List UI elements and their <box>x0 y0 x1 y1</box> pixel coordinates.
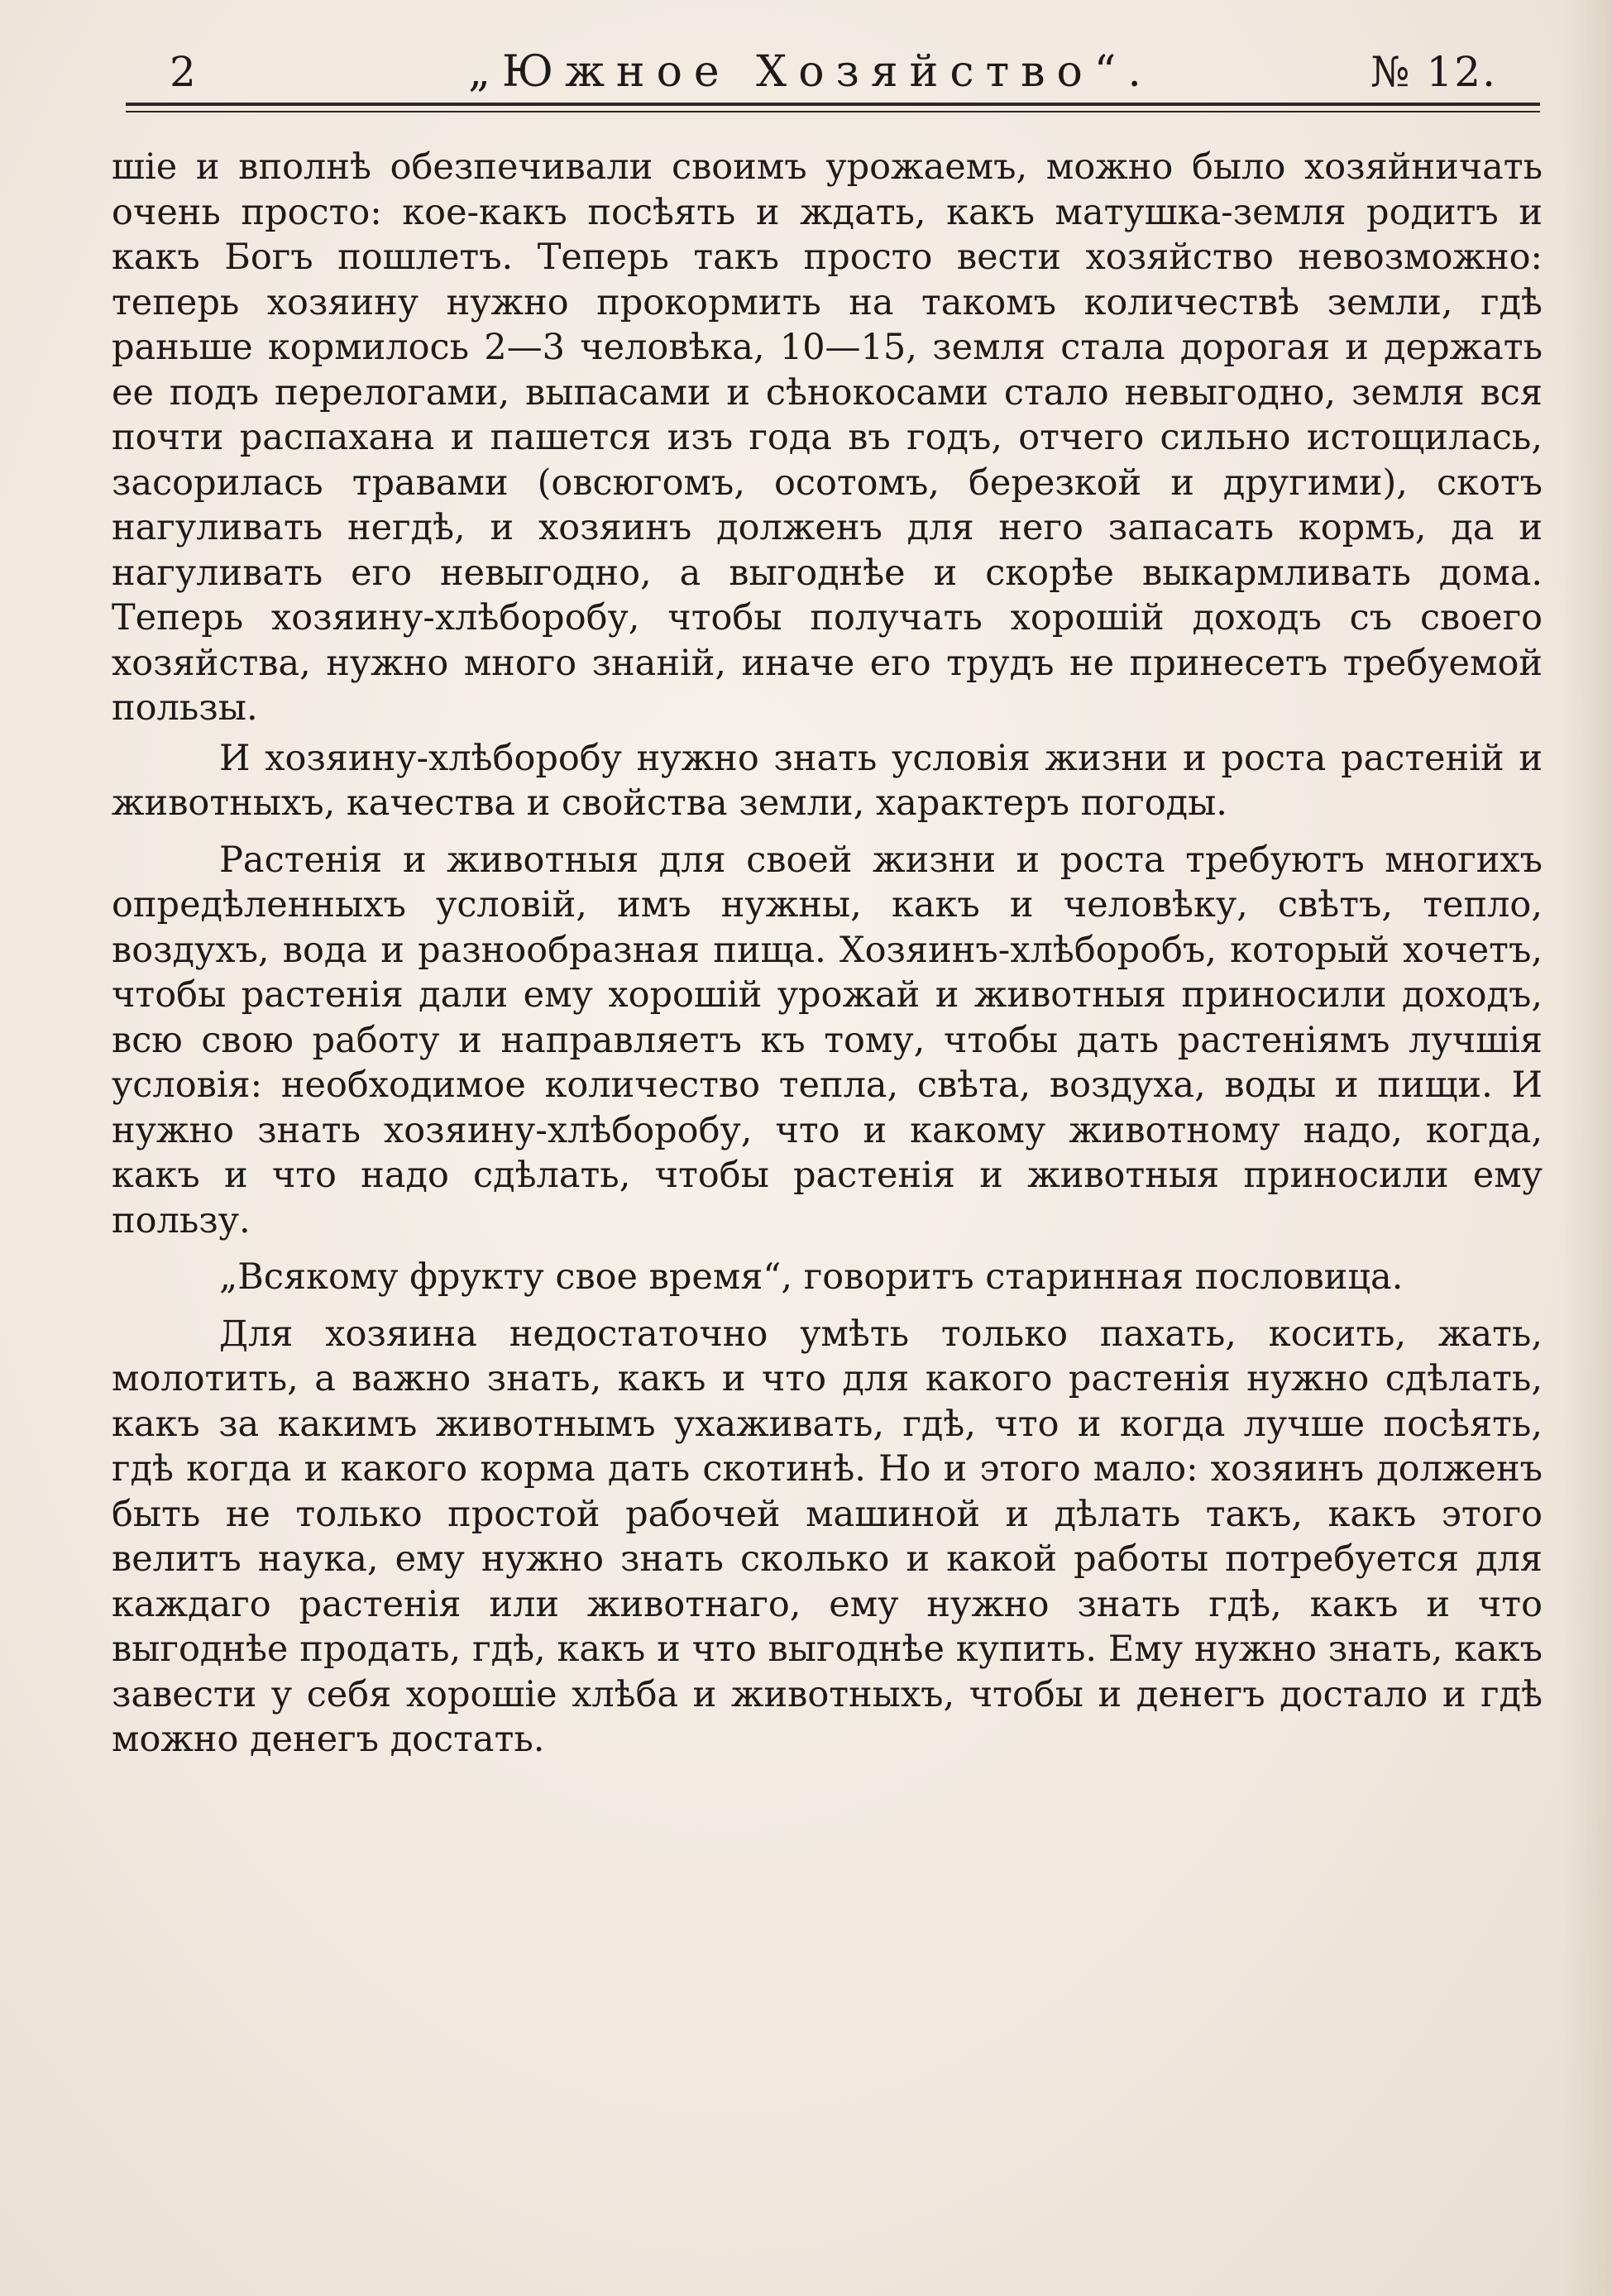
header-rule-thick <box>126 103 1540 106</box>
paragraph-1: шіе и вполнѣ обезпечивали своимъ урожаемъ, можно было хозяйничать очень просто: кое-какъ посѣять и ждать, какъ матушка-земля родитъ и какъ Богъ пошлетъ. Теперь такъ просто вести хозяйство невозможно: теперь хозяину нужно прокормить на такомъ количествѣ земли, гдѣ раньше кормилось 2—3 человѣка, 10—15, земля стала дорогая и держать ее подъ перелогами, выпасами и сѣнокосами стало невыгодно, земля вся почти распахана и пашется изъ года въ годъ, отчего сильно истощилась, засорилась травами (овсюгомъ, осотомъ, березкой и другими), скотъ нагуливать негдѣ, и хозяинъ долженъ для него запасать кормъ, да и нагуливать его невыгодно, а выгоднѣе и скорѣе выкармливать дома. Теперь хозяину-хлѣборобу, чтобы получать хорошій доходъ съ своего хозяйства, нужно много знаній, иначе его трудъ не принесетъ требуемой пользы. <box>112 146 1543 729</box>
header-rule-thin <box>126 111 1540 112</box>
paragraph-2: И хозяину-хлѣборобу нужно знать условія жизни и роста растеній и животныхъ, качества и свойства земли, характеръ погоды. <box>112 737 1543 824</box>
paragraph-3: Растенія и животныя для своей жизни и роста требуютъ многихъ опредѣленныхъ условій, имъ нужны, какъ и человѣку, свѣтъ, тепло, воздухъ, вода и разнообразная пища. Хозяинъ-хлѣборобъ, который хочетъ, чтобы растенія дали ему хорошій урожай и животныя приносили доходъ, всю свою работу и направляетъ къ тому, чтобы дать растеніямъ лучшія условія: необходимое количество тепла, свѣта, воздуха, воды и пищи. И нужно знать хозяину-хлѣборобу, что и какому животному надо, когда, какъ и что надо сдѣлать, чтобы растенія и животныя приносили ему пользу. <box>112 839 1543 1241</box>
paragraph-4: „Всякому фрукту свое время“, говоритъ старинная пословица. <box>219 1256 1404 1298</box>
journal-title: „Южное Хозяйство“. <box>468 47 1153 97</box>
article-body <box>112 145 1543 1763</box>
page-edge-shadow <box>1562 0 1612 2296</box>
issue-number: № 12. <box>1370 48 1497 96</box>
page-number: 2 <box>170 48 196 96</box>
running-header <box>124 43 1497 101</box>
paragraph-5: Для хозяина недостаточно умѣть только пахать, косить, жать, молотить, а важно знать, какъ и что для какого растенія нужно сдѣлать, какъ за какимъ животнымъ ухаживать, гдѣ, что и когда лучше посѣять, гдѣ когда и какого корма дать скотинѣ. Но и этого мало: хозяинъ долженъ быть не только простой рабочей машиной и дѣлать такъ, какъ этого велитъ наука, ему нужно знать сколько и какой работы потребуется для каждаго растенія или животнаго, ему нужно знать гдѣ, какъ и что выгоднѣе продать, гдѣ, какъ и что выгоднѣе купить. Ему нужно знать, какъ завести у себя хорошіе хлѣба и животныхъ, чтобы и денегъ достало и гдѣ можно денегъ достать. <box>112 1313 1543 1760</box>
